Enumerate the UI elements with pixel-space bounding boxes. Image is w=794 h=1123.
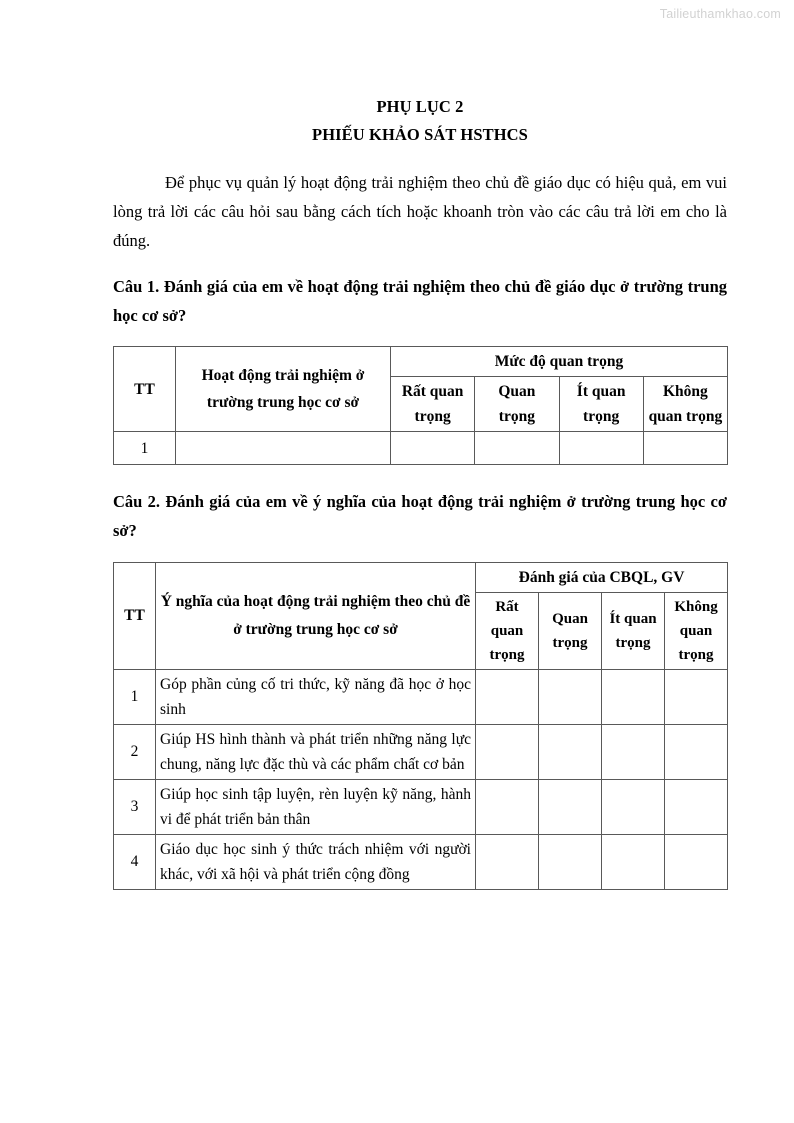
header-level-important: Quan trọng	[539, 592, 602, 669]
row-description: Giúp HS hình thành và phát triển những năng lực chung, năng lực đặc thù và các phẩm chất cơ bản	[156, 724, 476, 779]
document-title-block	[113, 0, 727, 149]
answer-cell-not-important[interactable]	[665, 779, 728, 834]
header-level-not-important: Không quan trọng	[665, 592, 728, 669]
header-activity: Hoạt động trải nghiệm ở trường trung học cơ sở	[176, 347, 391, 432]
table-header-row-1	[114, 347, 728, 377]
table-header	[114, 562, 728, 669]
table-row	[114, 779, 728, 834]
answer-cell-not-important[interactable]	[665, 834, 728, 889]
header-tt: TT	[114, 347, 176, 432]
header-level-very-important: Rất quan trọng	[391, 377, 475, 432]
table-body	[114, 432, 728, 465]
table-row	[114, 432, 728, 465]
answer-cell-very-important[interactable]	[476, 779, 539, 834]
answer-cell-very-important[interactable]	[391, 432, 475, 465]
row-description: Góp phần củng cố tri thức, kỹ năng đã học ở học sinh	[156, 669, 476, 724]
table-body	[114, 669, 728, 889]
table-row	[114, 834, 728, 889]
row-description: Giáo dục học sinh ý thức trách nhiệm với người khác, với xã hội và phát triển cộng đồng	[156, 834, 476, 889]
answer-cell-important[interactable]	[475, 432, 559, 465]
answer-cell-less-important[interactable]	[602, 669, 665, 724]
row-description[interactable]	[176, 432, 391, 465]
watermark-label: Tailieuthamkhao.com	[659, 7, 781, 21]
header-importance-group: Mức độ quan trọng	[391, 347, 728, 377]
answer-cell-not-important[interactable]	[643, 432, 727, 465]
table-header	[114, 347, 728, 432]
answer-cell-very-important[interactable]	[476, 834, 539, 889]
row-number: 4	[114, 834, 156, 889]
header-level-less-important: Ít quan trọng	[559, 377, 643, 432]
survey-title: PHIẾU KHẢO SÁT HSTHCS	[312, 125, 528, 144]
answer-cell-very-important[interactable]	[476, 724, 539, 779]
row-number: 1	[114, 432, 176, 465]
header-evaluation-group: Đánh giá của CBQL, GV	[476, 562, 728, 592]
table-header-row-1	[114, 562, 728, 592]
question-1-heading: Câu 1. Đánh giá của em về hoạt động trải nghiệm theo chủ đề giáo dục ở trường trung học cơ sở?	[113, 276, 727, 325]
header-meaning: Ý nghĩa của hoạt động trải nghiệm theo chủ đề ở trường trung học cơ sở	[156, 562, 476, 669]
answer-cell-less-important[interactable]	[602, 724, 665, 779]
appendix-title: PHỤ LỤC 2	[376, 97, 464, 116]
answer-cell-not-important[interactable]	[665, 669, 728, 724]
row-number: 1	[114, 669, 156, 724]
answer-cell-less-important[interactable]	[559, 432, 643, 465]
table-row	[114, 669, 728, 724]
row-number: 3	[114, 779, 156, 834]
header-level-less-important: Ít quan trọng	[602, 592, 665, 669]
answer-cell-important[interactable]	[539, 724, 602, 779]
row-number: 2	[114, 724, 156, 779]
intro-paragraph: Để phục vụ quản lý hoạt động trải nghiệm theo chủ đề giáo dục có hiệu quả, em vui lòng trả lời các câu hỏi sau bằng cách tích hoặc khoanh tròn vào các câu trả lời em cho là đúng.	[113, 173, 727, 250]
document-content	[113, 0, 727, 890]
question-2-table	[113, 562, 728, 890]
answer-cell-not-important[interactable]	[665, 724, 728, 779]
answer-cell-important[interactable]	[539, 669, 602, 724]
header-level-not-important: Không quan trọng	[643, 377, 727, 432]
answer-cell-important[interactable]	[539, 834, 602, 889]
answer-cell-important[interactable]	[539, 779, 602, 834]
answer-cell-very-important[interactable]	[476, 669, 539, 724]
question-1-table	[113, 346, 728, 465]
answer-cell-less-important[interactable]	[602, 834, 665, 889]
row-description: Giúp học sinh tập luyện, rèn luyện kỹ năng, hành vi để phát triển bản thân	[156, 779, 476, 834]
answer-cell-less-important[interactable]	[602, 779, 665, 834]
header-tt: TT	[114, 562, 156, 669]
question-2-heading: Câu 2. Đánh giá của em về ý nghĩa của hoạt động trải nghiệm ở trường trung học cơ sở?	[113, 492, 727, 540]
header-level-very-important: Rất quan trọng	[476, 592, 539, 669]
table-row	[114, 724, 728, 779]
header-level-important: Quan trọng	[475, 377, 559, 432]
